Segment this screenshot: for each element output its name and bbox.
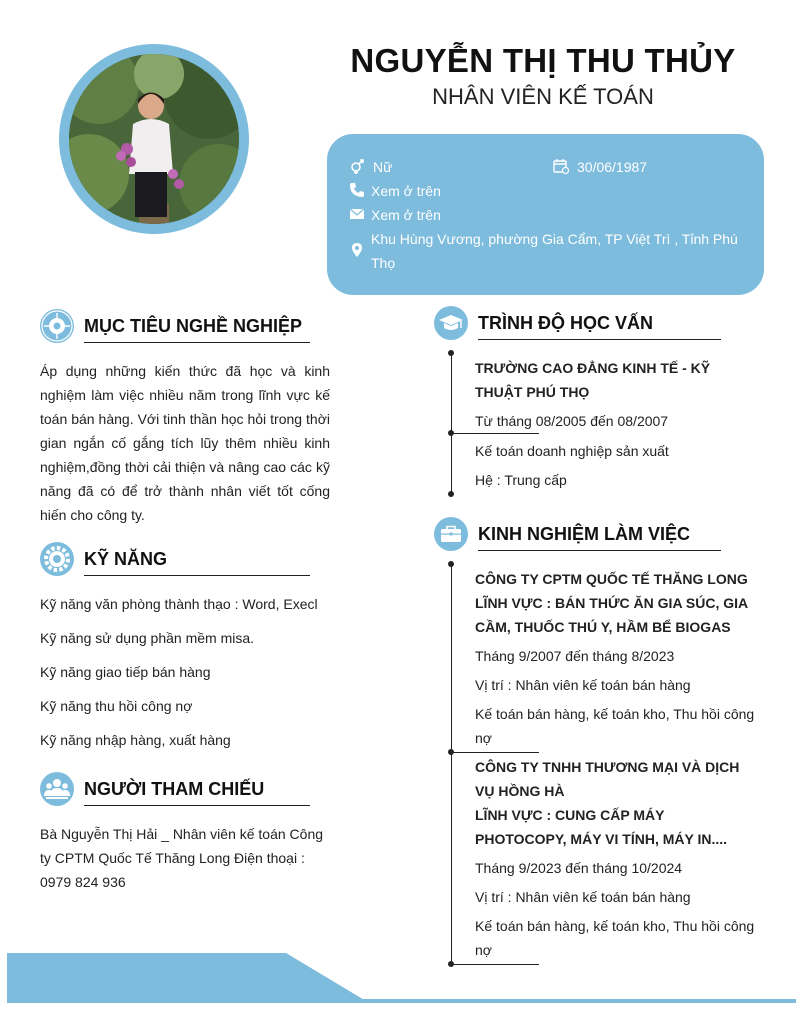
timeline-dot [448,491,454,497]
reference-text: Bà Nguyễn Thị Hải _ Nhân viên kế toán Công ty CPTM Quốc Tế Thăng Long Điện thoại : 0979 824 936 [40,826,324,890]
email-text: Xem ở trên [371,207,441,223]
education-section-header [434,306,724,342]
candidate-title: NHÂN VIÊN KẾ TOÁN [432,84,654,109]
education-school: TRƯỜNG CAO ĐẲNG KINH TẾ - KỸ THUẬT PHÚ THỌ [475,360,711,400]
section-divider [84,342,310,343]
education-major: Kế toán doanh nghiệp sản xuất [475,443,669,459]
job-field: LĨNH VỰC : BÁN THỨC ĂN GIA SÚC, GIA CẦM, THUỐC THÚ Y, HẦM BỂ BIOGAS [475,595,748,635]
contact-info-box [327,134,764,295]
phone-icon [349,182,365,198]
target-icon [40,309,74,343]
gear-icon [40,542,74,576]
avatar-ring [59,44,249,234]
education-period: Từ tháng 08/2005 đến 08/2007 [475,413,669,429]
job-company: CÔNG TY TNHH THƯƠNG MẠI VÀ DỊCH VỤ HỒNG HÀ [475,759,740,799]
job-period: Tháng 9/2007 đến tháng 8/2023 [475,648,675,664]
job-period: Tháng 9/2023 đến tháng 10/2024 [475,860,683,876]
objective-heading: MỤC TIÊU NGHỀ NGHIỆP [84,316,303,336]
experience-heading: KINH NGHIỆM LÀM VIỆC [478,524,691,544]
job-field: LĨNH VỰC : CUNG CẤP MÁY PHOTOCOPY, MÁY VI TÍNH, MÁY IN.... [475,807,728,847]
skill-item: Kỹ năng giao tiếp bán hàng [40,664,211,680]
timeline-tick [451,433,539,434]
email-icon [349,206,365,222]
job-duties: Kế toán bán hàng, kế toán kho, Thu hồi công nợ [475,918,755,958]
skill-item: Kỹ năng nhập hàng, xuất hàng [40,732,231,748]
graduation-cap-icon [434,306,468,340]
education-heading: TRÌNH ĐỘ HỌC VẤN [478,313,653,333]
section-divider [84,575,310,576]
phone-text: Xem ở trên [371,183,441,199]
job-position: Vị trí : Nhân viên kế toán bán hàng [475,677,691,693]
gender-icon [349,158,365,174]
skill-item: Kỹ năng văn phòng thành thạo : Word, Execl [40,596,318,612]
skills-heading: KỸ NĂNG [84,549,168,569]
birthdate-text: 30/06/1987 [577,159,648,175]
section-divider [478,550,721,551]
briefcase-icon [434,517,468,551]
avatar-illustration [69,54,239,224]
objective-text: Áp dụng những kiến thức đã học và kinh nghiệm làm việc nhiều năm trong lĩnh vực kế toán bán hàng. Với tinh thần học hỏi trong thời gian ngắn cố gắng tích lũy thêm nhiều kinh nghiệm,đồng thời cải thiện và nâng cao các kỹ năng đã có để trở thành nhân viết tốt cống hiến cho công ty. [40,363,330,523]
job-position: Vị trí : Nhân viên kế toán bán hàng [475,889,691,905]
skill-item: Kỹ năng sử dụng phần mềm misa. [40,630,255,646]
gender-text: Nữ [373,159,393,175]
candidate-name: NGUYỄN THỊ THU THỦY [350,42,736,79]
skill-item: Kỹ năng thu hồi công nợ [40,698,193,714]
calendar-icon [553,158,569,174]
section-divider [478,339,721,340]
reference-section-header [40,772,310,808]
section-divider [84,805,310,806]
timeline-dot [448,350,454,356]
objective-section-header [40,309,310,345]
education-timeline [451,353,452,494]
job-company: CÔNG TY CPTM QUỐC TẾ THĂNG LONG [475,571,748,587]
experience-timeline [451,564,452,965]
footer-decoration [0,951,800,1011]
avatar-photo [69,54,239,224]
experience-section-header [434,517,724,553]
skills-section-header [40,542,310,578]
reference-heading: NGƯỜI THAM CHIẾU [84,779,265,799]
timeline-dot [448,561,454,567]
timeline-tick [451,752,539,753]
address-text: Khu Hùng Vương, phường Gia Cẩm, TP Việt Trì , Tỉnh Phú Thọ [371,231,738,271]
education-level: Hệ : Trung cấp [475,472,567,488]
location-icon [349,242,365,258]
people-icon [40,772,74,806]
job-duties: Kế toán bán hàng, kế toán kho, Thu hồi công nợ [475,706,755,746]
